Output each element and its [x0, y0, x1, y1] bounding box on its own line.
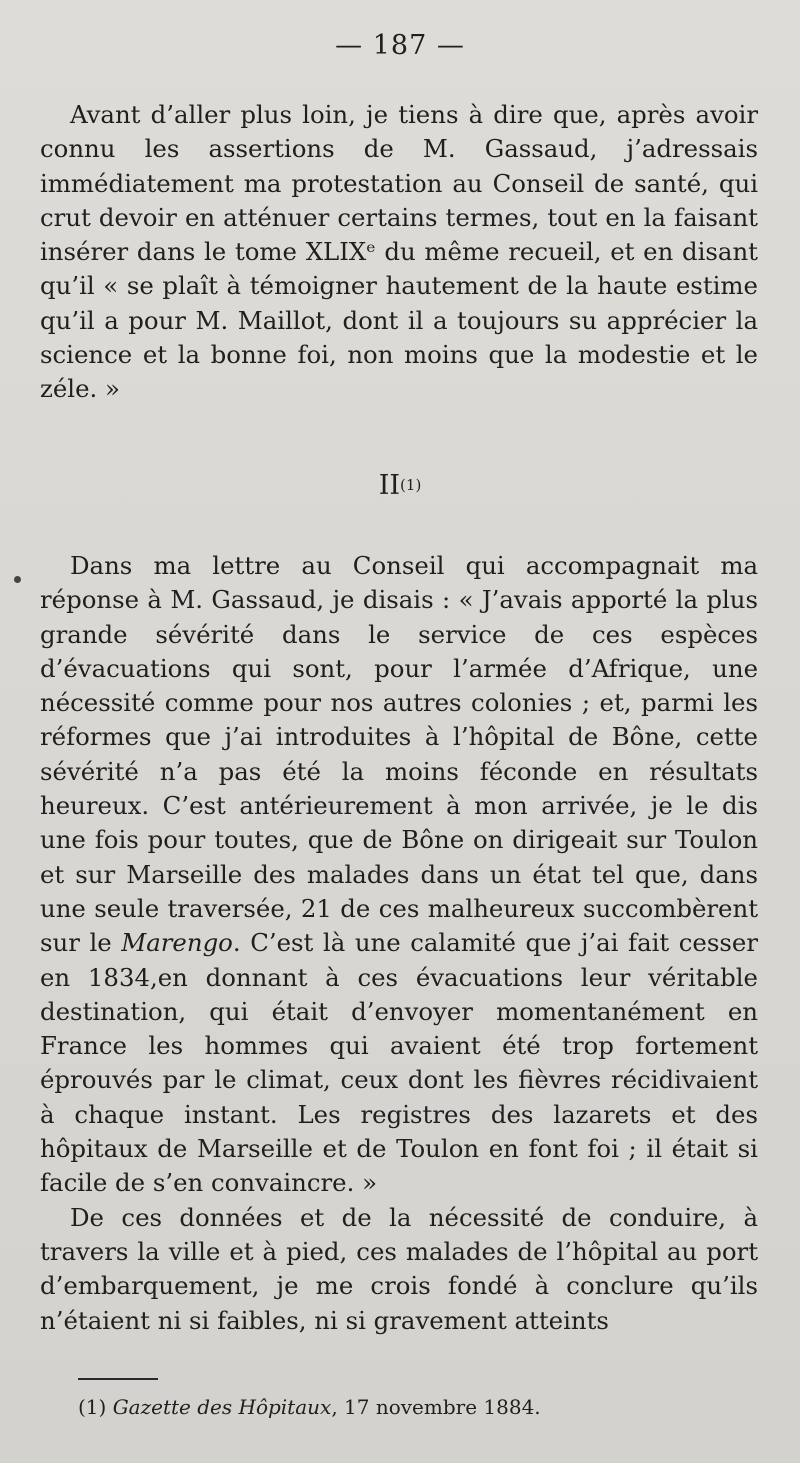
margin-dot [14, 576, 21, 583]
footnote-rule [78, 1378, 158, 1380]
section-heading [0, 470, 800, 501]
footnote [78, 1393, 541, 1421]
footnote-source: Gazette des Hôpitaux [112, 1395, 332, 1419]
paragraph-2-part-1: Dans ma lettre au Conseil qui accompagnait ma réponse à M. Gassaud, je disais : « J’avais apporté la plus grande sévérité dans le service de ces espèces d’évacuations qui sont, pour l’armée d’Afrique, une nécessité comme pour nos autres colonies ; et, parmi les réformes que j’ai introduites à l’hôpital de Bône, cette sévérité n’a pas été la moins féconde en résultats heureux. C’est antérieurement à mon arrivée, je le dis une fois pour toutes, que de Bône on dirigeait sur Toulon et sur Marseille des malades dans un état tel que, dans une seule traversée, 21 de ces malheureux succombèrent sur le [40, 551, 758, 958]
footnote-date: , 17 novembre 1884. [331, 1395, 541, 1419]
paragraph-2-text [40, 549, 758, 1201]
footnote-marker: (1) [78, 1395, 107, 1419]
section-numeral: II [378, 470, 401, 501]
paragraph-1 [40, 98, 758, 407]
paragraph-2-part-2: . C’est là une calamité que j’ai fait cesser en 1834,en donnant à ces évacuations leur véritable destination, qui était d’envoyer momentanément en France les hommes qui avaient été trop fortement éprouvés par le climat, ceux dont les fièvres récidivaient à chaque instant. Les registres des lazarets et des hôpitaux de Marseille et de Toulon en font foi ; il était si facile de s’en convaincre. » [40, 928, 758, 1198]
page-number: — 187 — [335, 30, 465, 61]
paragraph-1-text: Avant d’aller plus loin, je tiens à dire que, après avoir connu les assertions de M. Gassaud, j’adressais immédiatement ma protestation au Conseil de santé, qui crut devoir en atténuer certains termes, tout en la faisant insérer dans le tome XLIXᵉ du même recueil, et en disant qu’il « se plaît à témoigner hautement de la haute estime qu’il a pour M. Maillot, dont il a toujours su apprécier la science et la bonne foi, non moins que la modestie et le zéle. » [40, 100, 758, 404]
paragraph-3-text: De ces données et de la nécessité de conduire, à travers la ville et à pied, ces malades de l’hôpital au port d’embarquement, je me crois fondé à conclure qu’ils n’étaient ni si faibles, ni si gravement atteints [40, 1202, 758, 1335]
footnote-reference: (1) [400, 476, 422, 494]
paragraph-2 [40, 549, 758, 1338]
ship-name: Marengo [121, 928, 233, 958]
